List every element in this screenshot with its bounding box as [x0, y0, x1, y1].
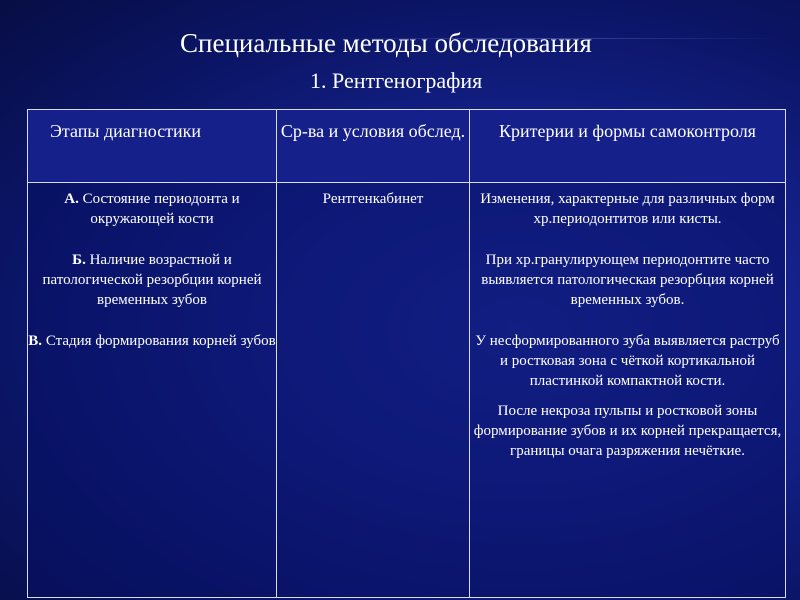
means-text: Рентгенкабинет	[322, 191, 424, 207]
slide-subtitle: 1. Рентгенография	[310, 68, 483, 93]
methods-table	[27, 109, 786, 598]
table-row	[28, 183, 786, 598]
stage-item-text: Состояние периодонта и окружающей кости	[78, 191, 240, 227]
stage-item-a	[28, 189, 276, 229]
stage-item-prefix: Б.	[72, 252, 86, 268]
means-cell	[277, 183, 470, 598]
stages-cell	[28, 183, 277, 598]
stage-item-c	[28, 331, 276, 351]
stage-item-text: Стадия формирования корней зубов	[42, 333, 276, 349]
criteria-paragraph: У несформированного зуба выявляется раструб и ростковая зона с чёткой кортикальной пластинкой компактной кости.	[475, 333, 780, 389]
stage-item-b	[28, 250, 276, 310]
criteria-paragraph: При хр.гранулирующем периодонтите часто выявляется патологическая резорбция корней временных зубов.	[481, 252, 774, 308]
header-stages: Этапы диагностики	[28, 110, 277, 183]
slide-title: Специальные методы обследования	[180, 28, 592, 58]
criteria-paragraph: После некроза пульпы и ростковой зоны формирование зубов и их корней прекращается, границы очага разряжения нечёткие.	[473, 403, 782, 459]
stage-item-text: Наличие возрастной и патологической резорбции корней временных зубов	[42, 252, 262, 308]
criteria-paragraph: Изменения, характерные для различных форм хр.периодонтитов или кисты.	[480, 191, 775, 227]
criteria-cell	[470, 183, 786, 598]
stage-item-prefix: А.	[64, 191, 79, 207]
header-means: Ср-ва и условия обслед.	[277, 110, 470, 183]
table-header-row	[28, 110, 786, 183]
header-criteria: Критерии и формы самоконтроля	[470, 110, 786, 183]
stage-item-prefix: В.	[28, 333, 43, 349]
